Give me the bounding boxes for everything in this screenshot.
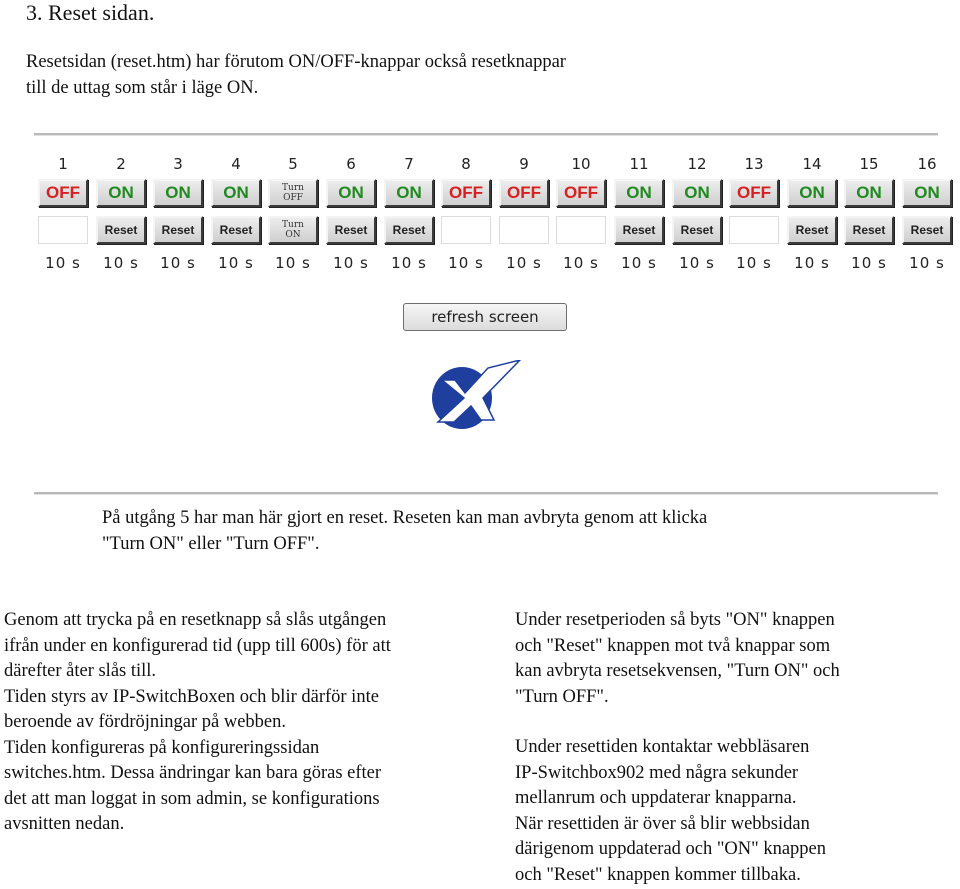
- reset-button[interactable]: Reset: [614, 216, 664, 244]
- outlet-number: 13: [744, 155, 764, 173]
- outlet-number: 3: [173, 155, 183, 173]
- right-text-line: mellanrum och uppdaterar knapparna.: [515, 788, 797, 808]
- left-text-line: Tiden konfigureras på konfigureringssidan: [4, 737, 320, 758]
- reset-time-label: 10 s: [851, 254, 887, 272]
- intro-line: till de uttag som står i läge ON.: [26, 77, 259, 98]
- reset-time-label: 10 s: [621, 254, 657, 272]
- on-button[interactable]: ON: [384, 179, 434, 207]
- right-text-line: Under resetperioden så byts "ON" knappen: [515, 610, 835, 630]
- reset-button[interactable]: Reset: [902, 216, 952, 244]
- right-text-line: När resettiden är över så blir webbsidan: [515, 813, 810, 834]
- empty-reset-slot: [441, 216, 491, 244]
- reset-time-label: 10 s: [45, 254, 81, 272]
- on-button[interactable]: ON: [153, 179, 203, 207]
- bottom-divider: [34, 492, 938, 495]
- reset-time-label: 10 s: [506, 254, 542, 272]
- outlet-number: 1: [58, 155, 68, 173]
- left-text-line: därefter åter slås till.: [4, 661, 157, 681]
- reset-button[interactable]: Reset: [672, 216, 722, 244]
- note-line: "Turn ON" eller "Turn OFF".: [102, 533, 320, 554]
- off-button[interactable]: OFF: [38, 179, 88, 207]
- reset-time-label: 10 s: [218, 254, 254, 272]
- outlet-number: 11: [629, 155, 649, 173]
- empty-reset-slot: [38, 216, 88, 244]
- refresh-screen-button[interactable]: refresh screen: [403, 303, 567, 331]
- left-text-line: Tiden styrs av IP-SwitchBoxen och blir därför inte: [4, 686, 379, 707]
- reset-button[interactable]: Reset: [153, 216, 203, 244]
- turn-on-button[interactable]: Turn ON: [268, 216, 318, 244]
- on-button[interactable]: ON: [326, 179, 376, 207]
- reset-time-label: 10 s: [563, 254, 599, 272]
- on-button[interactable]: ON: [902, 179, 952, 207]
- reset-time-label: 10 s: [103, 254, 139, 272]
- right-text-line: Under resettiden kontaktar webbläsaren: [515, 737, 810, 757]
- outlet-number: 5: [288, 155, 298, 173]
- reset-button[interactable]: Reset: [384, 216, 434, 244]
- on-button[interactable]: ON: [844, 179, 894, 207]
- reset-button[interactable]: Reset: [787, 216, 837, 244]
- reset-button[interactable]: Reset: [211, 216, 261, 244]
- off-button[interactable]: OFF: [729, 179, 779, 207]
- left-text-line: det att man loggat in som admin, se konfigurations: [4, 788, 380, 809]
- right-text-line: och "Reset" knappen kommer tillbaka.: [515, 864, 801, 885]
- empty-reset-slot: [556, 216, 606, 244]
- intro-paragraph: [26, 50, 726, 101]
- reset-time-label: 10 s: [909, 254, 945, 272]
- on-button[interactable]: ON: [211, 179, 261, 207]
- reset-time-label: 10 s: [736, 254, 772, 272]
- right-text-line: och "Reset" knappen mot två knappar som: [515, 635, 831, 656]
- outlet-number: 10: [571, 155, 591, 173]
- outlet-number: 6: [346, 155, 356, 173]
- reset-button[interactable]: Reset: [326, 216, 376, 244]
- outlet-number: 14: [802, 155, 822, 173]
- outlet-number: 7: [404, 155, 414, 173]
- on-button[interactable]: ON: [672, 179, 722, 207]
- reset-time-label: 10 s: [275, 254, 311, 272]
- outlet-number: 9: [519, 155, 529, 173]
- on-button[interactable]: ON: [787, 179, 837, 207]
- off-button[interactable]: OFF: [441, 179, 491, 207]
- empty-reset-slot: [729, 216, 779, 244]
- right-column-text: [515, 608, 955, 888]
- left-text-line: avsnitten nedan.: [4, 814, 125, 834]
- empty-reset-slot: [499, 216, 549, 244]
- outlet-number: 16: [917, 155, 937, 173]
- top-divider: [34, 133, 938, 136]
- note-line: På utgång 5 har man här gjort en reset. Reseten kan man avbryta genom att klicka: [102, 508, 708, 528]
- reset-time-label: 10 s: [448, 254, 484, 272]
- intro-line: Resetsidan (reset.htm) har förutom ON/OFF-knappar också resetknappar: [26, 52, 566, 72]
- outlet-number: 2: [116, 155, 126, 173]
- x-logo-icon: [428, 360, 524, 437]
- on-button[interactable]: ON: [614, 179, 664, 207]
- off-button[interactable]: OFF: [499, 179, 549, 207]
- right-text-line: därigenom uppdaterad och "ON" knappen: [515, 839, 827, 859]
- reset-time-label: 10 s: [160, 254, 196, 272]
- left-text-line: beroende av fördröjningar på webben.: [4, 712, 287, 732]
- outlet-number: 15: [859, 155, 879, 173]
- outlet-number: 4: [231, 155, 241, 173]
- page-heading: 3. Reset sidan.: [26, 0, 155, 25]
- outlet-number: 12: [687, 155, 707, 173]
- reset-time-label: 10 s: [679, 254, 715, 272]
- left-text-line: switches.htm. Dessa ändringar kan bara göras efter: [4, 763, 382, 783]
- off-button[interactable]: OFF: [556, 179, 606, 207]
- left-text-line: ifrån under en konfigurerad tid (upp till 600s) för att: [4, 635, 391, 656]
- reset-time-label: 10 s: [333, 254, 369, 272]
- right-text-line: "Turn OFF".: [515, 686, 609, 707]
- right-text-line: IP-Switchbox902 med några sekunder: [515, 762, 799, 783]
- blank-line: [515, 710, 955, 735]
- reset-button[interactable]: Reset: [844, 216, 894, 244]
- left-text-line: Genom att trycka på en resetknapp så slås utgången: [4, 610, 387, 630]
- reset-time-label: 10 s: [391, 254, 427, 272]
- reset-button[interactable]: Reset: [96, 216, 146, 244]
- on-button[interactable]: ON: [96, 179, 146, 207]
- right-text-line: kan avbryta resetsekvensen, "Turn ON" och: [515, 661, 840, 681]
- reset-time-label: 10 s: [794, 254, 830, 272]
- left-column-text: [4, 608, 474, 838]
- turn-off-button[interactable]: Turn OFF: [268, 179, 318, 207]
- outlet-number: 8: [461, 155, 471, 173]
- reset-note-paragraph: [102, 506, 862, 557]
